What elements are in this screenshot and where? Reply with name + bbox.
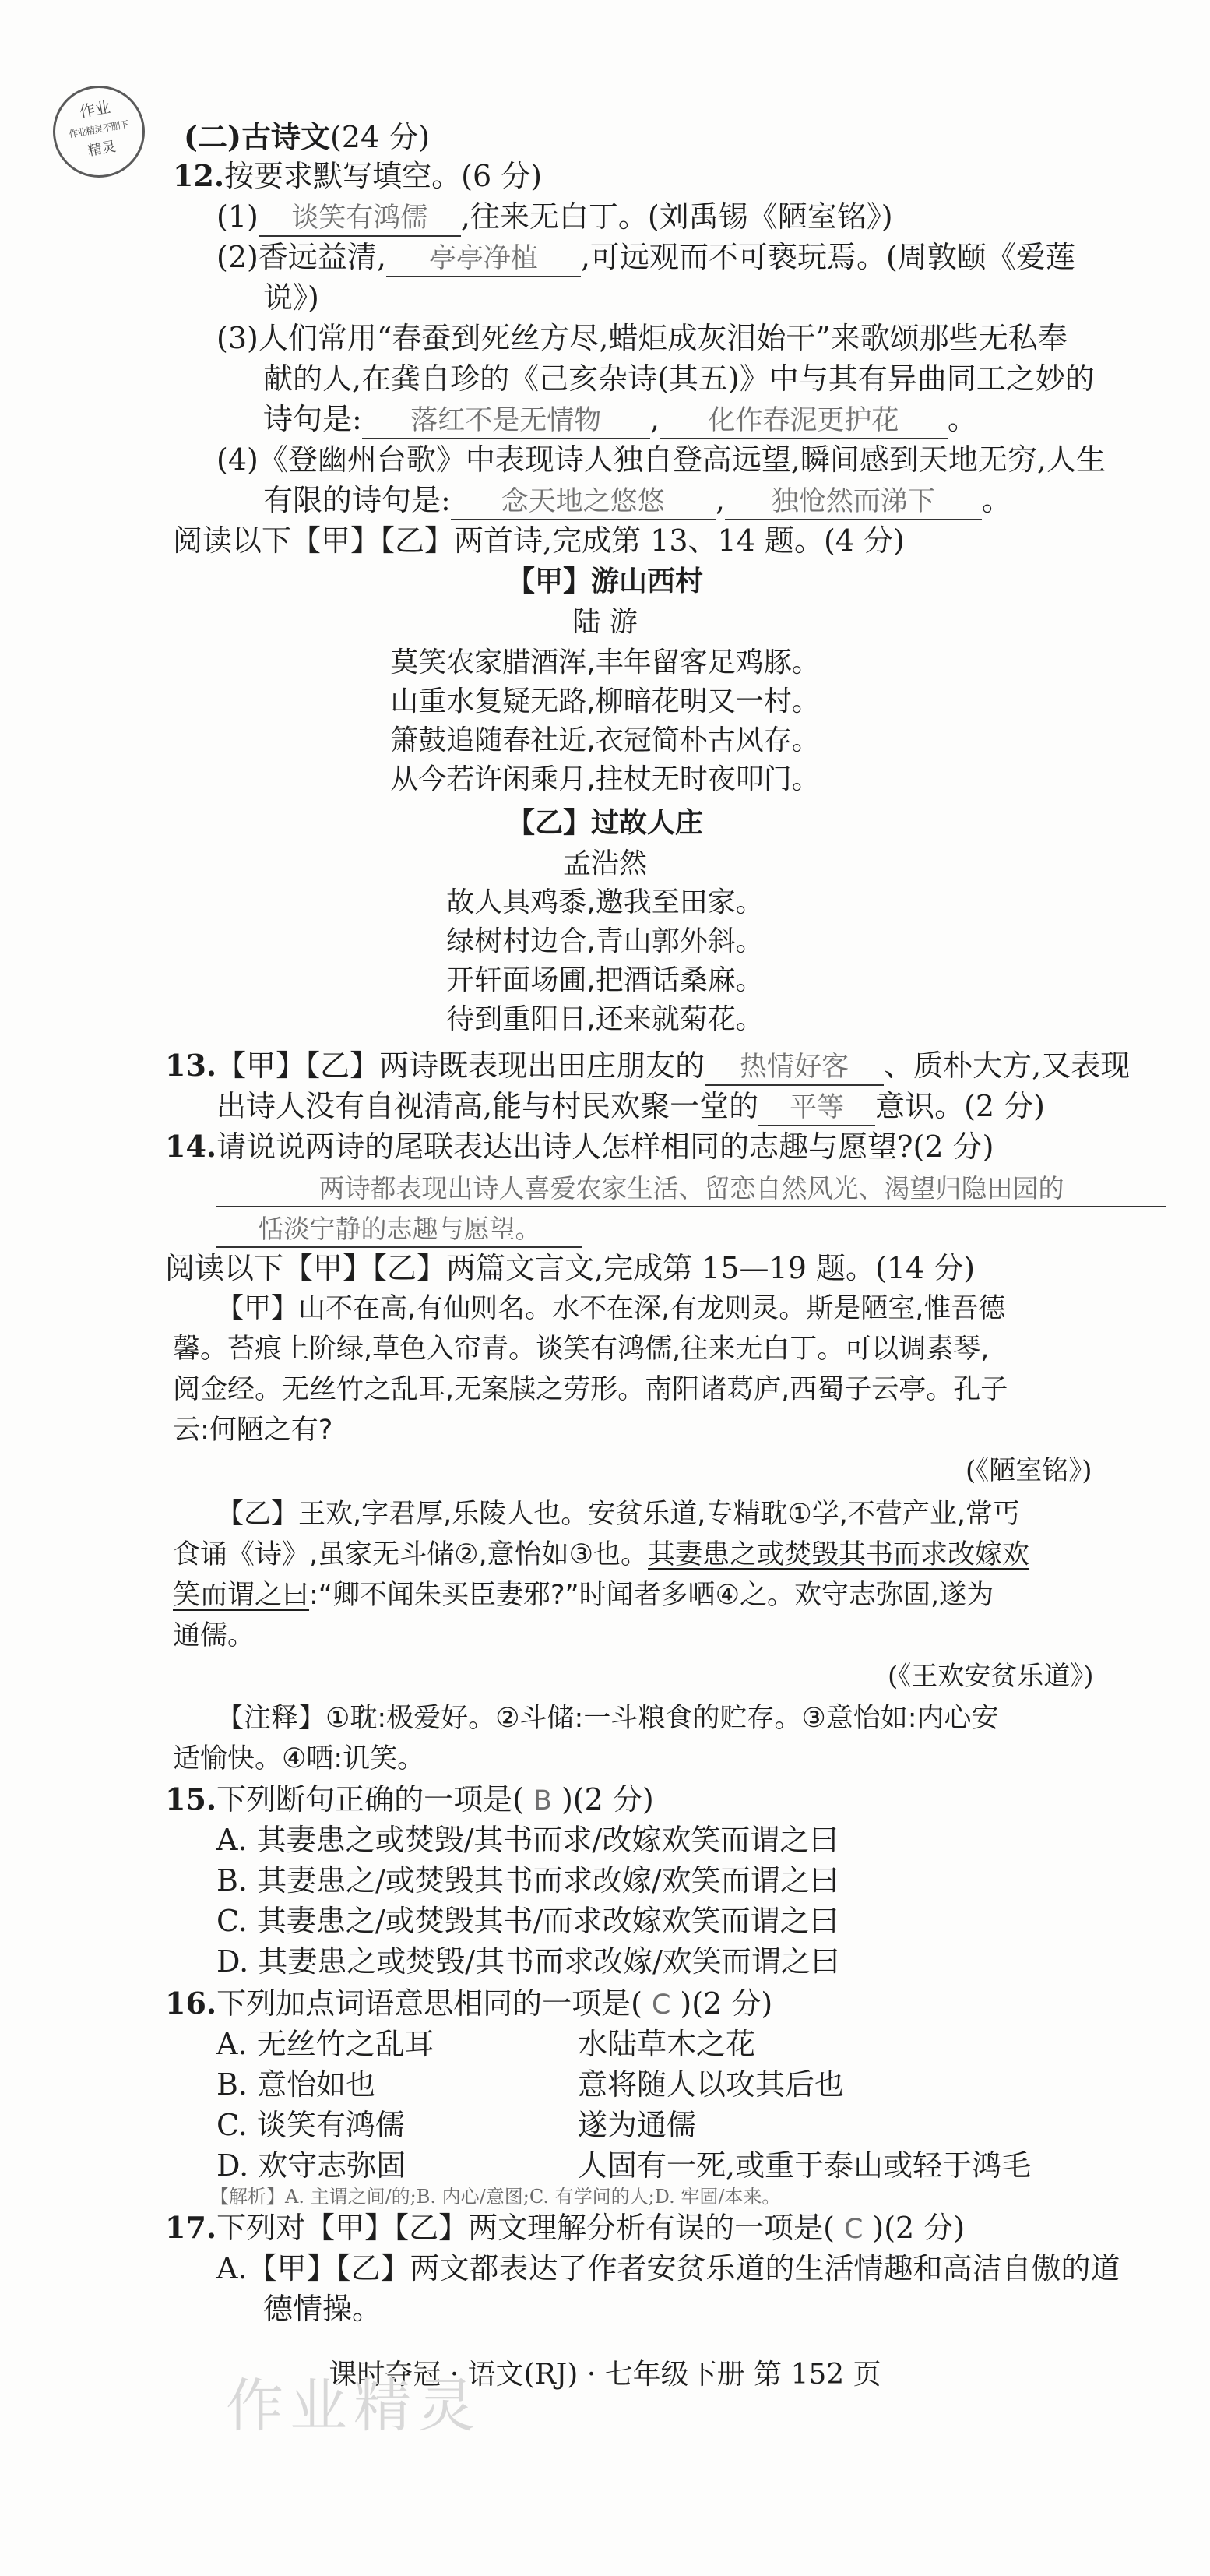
question-15 (165, 1779, 654, 1821)
text-b-line-2-plain: 食诵《诗》,虽家无斗储②,意怡如③也。 (173, 1539, 649, 1570)
stamp-line-2: 作业精灵不删下 (68, 118, 129, 140)
text-b-line-3 (173, 1575, 994, 1616)
q14-number: 14. (165, 1129, 217, 1164)
q17-answer: C (843, 2214, 864, 2245)
poem-a-line: 从今若许闲乘月,拄杖无时夜叩门。 (390, 763, 820, 795)
q12-part-3-line-1: (3)人们常用“春蚕到死丝方尽,蜡炬成灰泪始干”来歌颂那些无私奉 (216, 321, 1068, 355)
q12-part-4-line-2: 有限的诗句是: 念天地之悠悠 , 独怆然而涕下 。 (263, 480, 1011, 520)
q12-part-3-line-2: 献的人,在龚自珍的《己亥杂诗(其五)》中与其有异曲同工之妙的 (263, 361, 1095, 396)
text-a-line: 阅金经。无丝竹之乱耳,无案牍之劳形。南阳诸葛庐,西蜀子云亭。孔子 (173, 1374, 1008, 1405)
q15-answer: B (533, 1785, 552, 1817)
text-b-line-1: 【乙】王欢,字君厚,乐陵人也。安贫乐道,专精耽①学,不营产业,常丐 (216, 1499, 1021, 1530)
q13-answer-1: 热情好客 (705, 1050, 884, 1086)
q16-number: 16. (165, 1986, 217, 2021)
q14-answer-line-1 (216, 1167, 1166, 1207)
text-a-line: 【甲】山不在高,有仙则名。水不在深,有龙则灵。斯是陋室,惟吾德 (216, 1293, 1006, 1324)
poem-b-line: 绿树村边合,青山郭外斜。 (446, 925, 764, 957)
q16-prefix: 下列加点词语意思相同的一项是( (216, 1986, 642, 2021)
q15-option: A. 其妻患之或焚毁/其书而求/改嫁欢笑而谓之曰 (216, 1823, 839, 1857)
q16-option-right: 水陆草木之花 (578, 2027, 756, 2061)
q16-option-left: D. 欢守志弥固 (216, 2148, 406, 2183)
stamp-line-3: 精灵 (86, 138, 118, 160)
q12-text: 按要求默写填空。(6 分) (224, 159, 543, 193)
q13-middle: 、质朴大方,又表现 (884, 1048, 1131, 1083)
section-title: (二)古诗文 (184, 119, 330, 154)
poem-a-title: 【甲】游山西村 (506, 566, 703, 597)
watermark: 作业精灵 (226, 2373, 481, 2440)
q12-p1-answer: 谈笑有鸿儒 (259, 201, 461, 237)
poem-a-line: 莫笑农家腊酒浑,丰年留客足鸡豚。 (390, 647, 820, 678)
q16-option-left: C. 谈笑有鸿儒 (216, 2108, 405, 2142)
q12-part-1 (216, 196, 893, 237)
q12-part-4-line-1: (4)《登幽州台歌》中表现诗人独自登高远望,瞬间感到天地无穷,人生 (216, 442, 1106, 477)
q15-suffix: )(2 分) (561, 1782, 654, 1817)
q13-line2-prefix: 出诗人没有自视清高,能与村民欢聚一堂的 (216, 1089, 759, 1123)
notes-line-1: 【注释】①耽:极爱好。②斗储:一斗粮食的贮存。③意怡如:内心安 (216, 1703, 999, 1734)
question-13-line-2 (216, 1086, 1045, 1126)
q13-line2-suffix: 意识。(2 分) (875, 1089, 1046, 1123)
q14-text: 请说说两诗的尾联表达出诗人怎样相同的志趣与愿望?(2 分) (216, 1129, 994, 1164)
q12-p3-answer-2: 化作春泥更护花 (660, 403, 948, 439)
q15-option: C. 其妻患之/或焚毁其书/而求改嫁欢笑而谓之曰 (216, 1904, 839, 1938)
q16-option-right: 人固有一死,或重于泰山或轻于鸿毛 (578, 2148, 1032, 2183)
question-12 (173, 156, 542, 196)
q14-answer-text-1: 两诗都表现出诗人喜爱农家生活、留恋自然风光、渴望归隐田园的 (216, 1172, 1166, 1207)
q12-p4-answer-1: 念天地之悠悠 (451, 485, 716, 520)
text-a-line: 云:何陋之有? (173, 1415, 333, 1446)
q17-suffix: )(2 分) (872, 2211, 966, 2245)
text-b-source: (《王欢安贫乐道》) (888, 1661, 1094, 1692)
q12-p3-suffix: 。 (947, 402, 977, 436)
q12-p3-answer-1: 落红不是无情物 (362, 403, 650, 439)
poem-b-line: 待到重阳日,还来就菊花。 (446, 1003, 764, 1035)
text-b-line-2 (173, 1535, 1029, 1575)
section-score: (24 分) (329, 120, 431, 154)
q12-p2-suffix: ,可远观而不可亵玩焉。(周敦颐《爱莲 (580, 240, 1075, 274)
text-a-source: (《陋室铭》) (966, 1455, 1092, 1486)
poem-b-title: 【乙】过故人庄 (506, 807, 703, 839)
q12-p4-prefix: 有限的诗句是: (263, 483, 451, 517)
q12-part-2-cont: 说》) (263, 280, 319, 315)
q14-answer-line-2 (216, 1207, 582, 1248)
q17-prefix: 下列对【甲】【乙】两文理解分析有误的一项是( (216, 2211, 835, 2245)
q13-answer-2: 平等 (758, 1091, 875, 1126)
q17-number: 17. (165, 2210, 217, 2245)
q12-p4-suffix: 。 (981, 483, 1011, 517)
q17-option-a-line-2: 德情操。 (263, 2292, 382, 2326)
reading-intro-prose: 阅读以下【甲】【乙】两篇文言文,完成第 15—19 题。(14 分) (165, 1251, 976, 1285)
q16-option-left: A. 无丝竹之乱耳 (216, 2027, 434, 2061)
question-17 (165, 2208, 965, 2250)
text-b-underlined-1: 其妻患之或焚毁其书而求改嫁欢 (648, 1539, 1030, 1570)
q12-p4-answer-2: 独怆然而涕下 (725, 485, 982, 520)
q15-option: B. 其妻患之/或焚毁其书而求改嫁/欢笑而谓之曰 (216, 1863, 839, 1898)
page-footer: 课时夺冠 · 语文(RJ) · 七年级下册 第 152 页 (329, 2359, 881, 2391)
poem-b-line: 开轩面场圃,把酒话桑麻。 (446, 964, 764, 996)
q12-p2-prefix: (2)香远益清, (216, 240, 386, 274)
q16-option-right: 意将随人以攻其后也 (578, 2067, 845, 2102)
q16-answer: C (651, 1989, 671, 2021)
q12-part-2 (216, 237, 1075, 277)
text-b-line-3-plain: :“卿不闻朱买臣妻邪?”时闻者多哂④之。欢守志弥固,遂为 (309, 1580, 994, 1611)
q12-p3-prefix: 诗句是: (263, 402, 362, 436)
q17-option-a-line-1: A.【甲】【乙】两文都表达了作者安贫乐道的生活情趣和高洁自傲的道 (216, 2251, 1120, 2285)
poem-b-author: 孟浩然 (562, 848, 647, 879)
q12-number: 12. (173, 158, 225, 193)
question-14 (165, 1126, 994, 1167)
stamp-seal (46, 79, 153, 185)
stamp-line-1: 作业 (78, 97, 112, 122)
q15-option: D. 其妻患之或焚毁/其书而求改嫁/欢笑而谓之曰 (216, 1944, 840, 1979)
q15-prefix: 下列断句正确的一项是( (216, 1782, 524, 1817)
q12-p1-prefix: (1) (216, 199, 259, 234)
q15-number: 15. (165, 1781, 217, 1817)
text-a-line: 馨。苔痕上阶绿,草色入帘青。谈笑有鸿儒,往来无白丁。可以调素琴, (173, 1334, 990, 1365)
q16-option-left: B. 意怡如也 (216, 2067, 376, 2102)
q12-p2-answer: 亭亭净植 (386, 241, 581, 277)
q12-part-3-line-3: 诗句是: 落红不是无情物 , 化作春泥更护花 。 (263, 399, 977, 439)
q16-option-right: 遂为通儒 (578, 2108, 697, 2142)
q13-prefix: 【甲】【乙】两诗既表现出田庄朋友的 (216, 1048, 705, 1083)
poem-b-line: 故人具鸡黍,邀我至田家。 (446, 886, 764, 918)
reading-intro-poems: 阅读以下【甲】【乙】两首诗,完成第 13、14 题。(4 分) (173, 523, 905, 558)
section-heading (184, 117, 430, 157)
notes-line-2: 适愉快。④哂:讥笑。 (173, 1743, 425, 1774)
q13-number: 13. (165, 1048, 217, 1083)
q12-p1-suffix: ,往来无白丁。(刘禹锡《陋室铭》) (460, 199, 893, 234)
text-b-line-4: 通儒。 (173, 1620, 255, 1651)
poem-a-line: 箫鼓追随春社近,衣冠简朴古风存。 (390, 724, 820, 756)
text-b-underlined-2: 笑而谓之曰 (173, 1580, 310, 1611)
poem-a-line: 山重水复疑无路,柳暗花明又一村。 (390, 685, 820, 717)
poem-a-author: 陆 游 (572, 606, 638, 638)
q16-suffix: )(2 分) (680, 1986, 773, 2021)
question-13-line-1 (165, 1045, 1130, 1086)
q16-analysis: 【解析】A. 主谓之间/的;B. 内心/意图;C. 有学问的人;D. 牢固/本来。 (210, 2186, 781, 2208)
q14-answer-text-2: 恬淡宁静的志趣与愿望。 (216, 1212, 582, 1248)
question-16 (165, 1983, 772, 2025)
